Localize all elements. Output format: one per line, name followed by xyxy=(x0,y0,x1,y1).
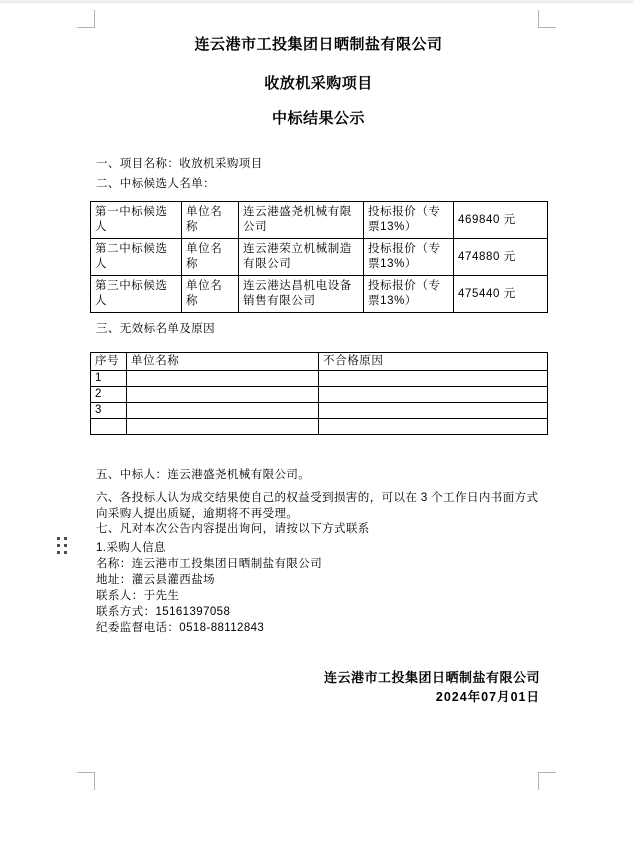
signature-company: 连云港市工投集团日晒制盐有限公司 xyxy=(323,670,540,685)
purchaser-address: 地址：灌云县灌西盐场 xyxy=(96,574,215,586)
candidate-field-label: 单位名称 xyxy=(182,239,239,276)
purchaser-info-heading: 1.采购人信息 xyxy=(96,542,166,554)
candidate-price-label: 投标报价（专票13%） xyxy=(364,239,454,276)
section-candidate-list-heading: 二、中标候选人名单： xyxy=(96,178,215,190)
header-serial: 序号 xyxy=(91,353,127,371)
candidate-price: 469840 元 xyxy=(454,202,548,239)
table-row xyxy=(91,276,548,313)
signature-date: 2024年07月01日 xyxy=(435,690,540,704)
cell-company xyxy=(127,403,319,419)
header-company: 单位名称 xyxy=(127,353,319,371)
candidate-price-label: 投标报价（专票13%） xyxy=(364,202,454,239)
header-reason: 不合格原因 xyxy=(319,353,548,371)
candidate-rank: 第一中标候选人 xyxy=(91,202,182,239)
drag-handle-icon[interactable] xyxy=(57,537,67,554)
candidate-price-label: 投标报价（专票13%） xyxy=(364,276,454,313)
candidate-company: 连云港盛尧机械有限公司 xyxy=(239,202,364,239)
cell-serial: 1 xyxy=(91,371,127,387)
cell-company xyxy=(127,371,319,387)
candidates-table xyxy=(90,201,548,313)
title-project: 收放机采购项目 xyxy=(264,75,373,92)
document-content xyxy=(90,0,547,706)
candidate-rank: 第二中标候选人 xyxy=(91,239,182,276)
cell-serial: 2 xyxy=(91,387,127,403)
table-row xyxy=(91,202,548,239)
purchaser-name: 名称：连云港市工投集团日晒制盐有限公司 xyxy=(96,558,323,570)
section-objection-notice: 六、各投标人认为成交结果使自己的权益受到损害的，可以在 3 个工作日内书面方式向采购人提出质疑，逾期将不再受理。 xyxy=(96,492,539,520)
purchaser-supervision-phone: 纪委监督电话：0518-88112843 xyxy=(96,622,265,634)
title-company: 连云港市工投集团日晒制盐有限公司 xyxy=(194,36,443,53)
candidate-rank: 第三中标候选人 xyxy=(91,276,182,313)
section-invalid-bids-heading: 三、无效标名单及原因 xyxy=(96,323,215,335)
purchaser-phone: 联系方式：15161397058 xyxy=(96,606,231,618)
cell-serial xyxy=(91,419,127,435)
section-project-name: 一、项目名称：收放机采购项目 xyxy=(96,158,263,170)
table-header-row xyxy=(91,353,548,371)
cell-reason xyxy=(319,371,548,387)
cell-reason xyxy=(319,403,548,419)
candidate-price: 474880 元 xyxy=(454,239,548,276)
candidate-field-label: 单位名称 xyxy=(182,202,239,239)
candidate-field-label: 单位名称 xyxy=(182,276,239,313)
cell-company xyxy=(127,387,319,403)
table-row xyxy=(91,419,548,435)
section-contact-intro: 七、凡对本次公告内容提出询问，请按以下方式联系 xyxy=(96,523,370,535)
purchaser-contact-person: 联系人：于先生 xyxy=(96,590,180,602)
signature-block xyxy=(90,669,547,706)
table-row xyxy=(91,239,548,276)
candidate-price: 475440 元 xyxy=(454,276,548,313)
title-announcement: 中标结果公示 xyxy=(271,110,365,127)
cell-reason xyxy=(319,387,548,403)
cell-company xyxy=(127,419,319,435)
cell-serial: 3 xyxy=(91,403,127,419)
invalid-bids-table xyxy=(90,352,548,435)
table-row xyxy=(91,387,548,403)
cell-reason xyxy=(319,419,548,435)
table-row xyxy=(91,403,548,419)
crop-mark-bottom-right-icon xyxy=(538,772,556,790)
section-winner: 五、中标人：连云港盛尧机械有限公司。 xyxy=(96,469,311,481)
candidate-company: 连云港荣立机械制造有限公司 xyxy=(239,239,364,276)
candidate-company: 连云港达昌机电设备销售有限公司 xyxy=(239,276,364,313)
table-row xyxy=(91,371,548,387)
crop-mark-bottom-left-icon xyxy=(77,772,95,790)
